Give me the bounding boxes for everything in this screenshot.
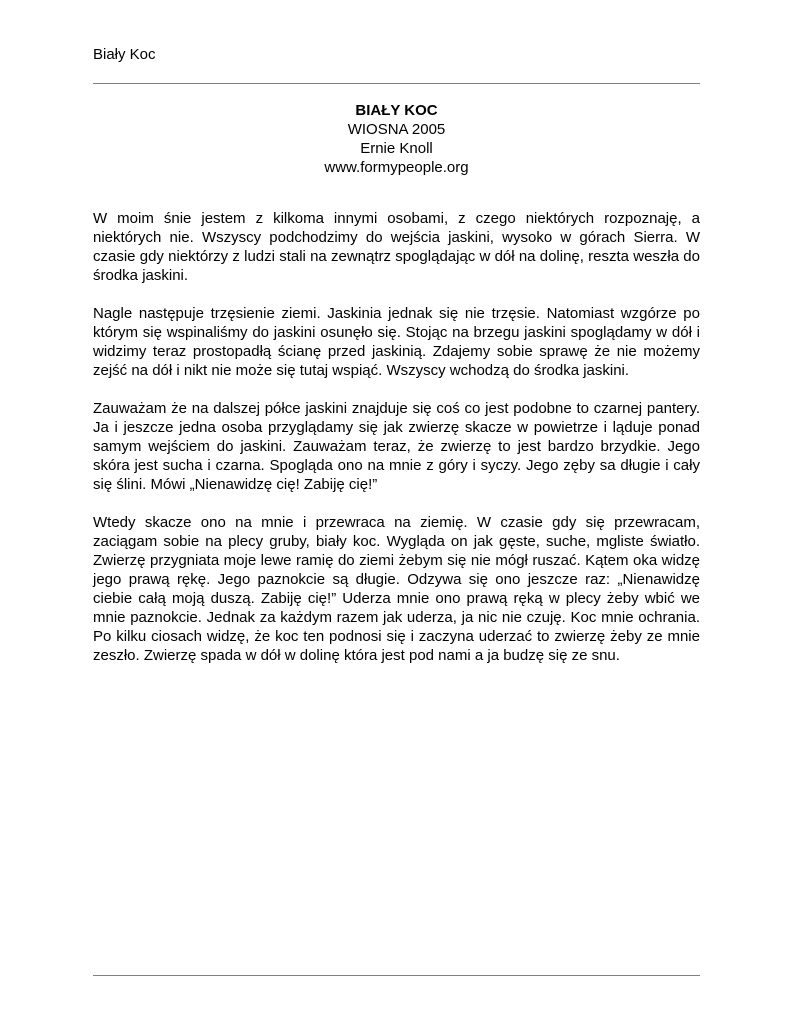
document-author: Ernie Knoll bbox=[360, 140, 433, 157]
title-block bbox=[93, 101, 700, 177]
running-header: Biały Koc bbox=[93, 46, 156, 63]
paragraph-2: Nagle następuje trzęsienie ziemi. Jaskinia jednak się nie trzęsie. Natomiast wzgórze po którym się wspinaliśmy do jaskini osunęło się. Stojąc na brzegu jaskini spoglądamy w dół i widzimy teraz prostopadłą ścianę przed jaskinią. Zdajemy sobie sprawę że nie możemy zejść na dół i nikt nie może się tutaj wspiąć. Wszyscy wchodzą do środka jaskini. bbox=[93, 305, 700, 379]
paragraph-3: Zauważam że na dalszej półce jaskini znajduje się coś co jest podobne to czarnej pantery. Ja i jeszcze jedna osoba przyglądamy się jak zwierzę skacze w powietrze i ląduje ponad samym wejściem do jaskini. Zauważam teraz, że zwierzę to jest bardzo brzydkie. Jego skóra jest sucha i czarna. Spogląda ono na mnie z góry i syczy. Jego zęby sa długie i cały się ślini. Mówi „Nienawidzę cię! Zabiję cię!” bbox=[93, 400, 700, 493]
header-divider bbox=[93, 83, 700, 84]
document-title: BIAŁY KOC bbox=[355, 102, 438, 119]
footer-divider bbox=[93, 975, 700, 976]
document-body bbox=[93, 209, 700, 684]
document-website: www.formypeople.org bbox=[324, 159, 469, 176]
paragraph-4: Wtedy skacze ono na mnie i przewraca na ziemię. W czasie gdy się przewracam, zaciągam sobie na plecy gruby, biały koc. Wygląda on jak gęste, suche, mgliste światło. Zwierzę przygniata moje lewe ramię do ziemi żebym się nie mógł ruszać. Kątem oka widzę jego prawą rękę. Jego paznokcie są długie. Odzywa się ono jeszcze raz: „Nienawidzę ciebie całą moją duszą. Zabiję cię!” Uderza mnie ono prawą ręką w plecy żeby wbić we mnie paznokcie. Jednak za każdym razem jak uderza, ja nic nie czuję. Koc mnie ochrania. Po kilku ciosach widzę, że koc ten podnosi się i zaczyna uderzać to zwierzę żeby ze mnie zeszło. Zwierzę spada w dół w dolinę która jest pod nami a ja budzę się ze snu. bbox=[93, 514, 700, 664]
document-season: WIOSNA 2005 bbox=[347, 121, 446, 138]
paragraph-1: W moim śnie jestem z kilkoma innymi osobami, z czego niektórych rozpoznaję, a niektórych nie. Wszyscy podchodzimy do wejścia jaskini, wysoko w górach Sierra. W czasie gdy niektórzy z ludzi stali na zewnątrz spoglądając w dół na dolinę, reszta weszła do środka jaskini. bbox=[93, 210, 700, 284]
